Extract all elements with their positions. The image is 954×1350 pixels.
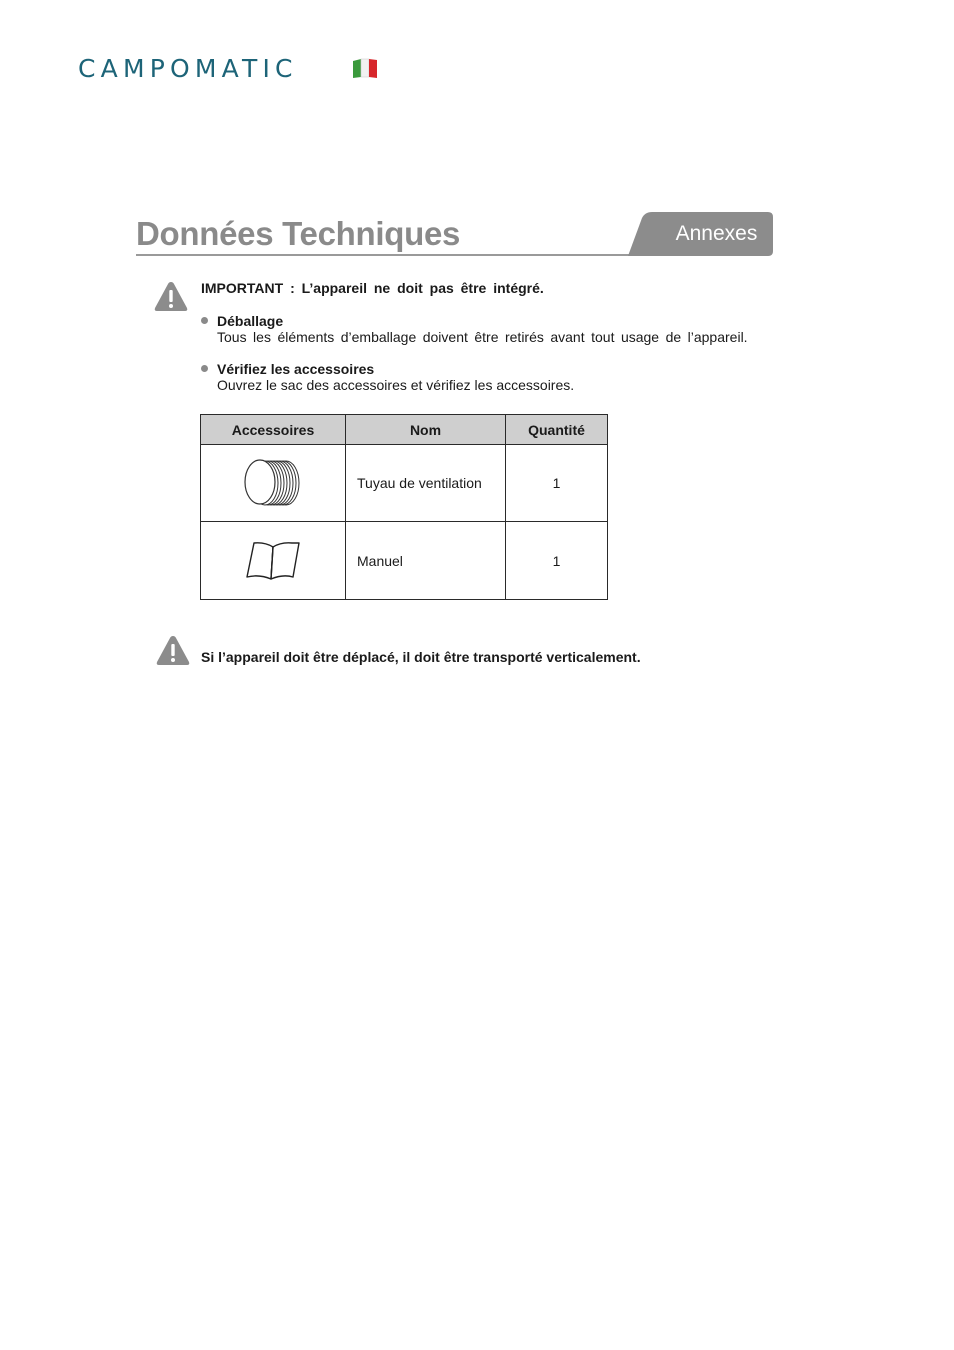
accessory-name: Tuyau de ventilation — [346, 445, 506, 522]
bullet-dot — [201, 365, 208, 372]
logo-text: CAMPOMATIC — [78, 54, 298, 83]
table-row — [201, 522, 608, 600]
section-text-accessories: Ouvrez le sac des accessoires et vérifiez les accessoires. — [217, 377, 575, 393]
important-notice: IMPORTANT : L’appareil ne doit pas être intégré. — [201, 280, 544, 296]
warning-icon — [156, 634, 190, 666]
accessory-quantity: 1 — [506, 522, 608, 600]
italian-flag-icon — [351, 58, 379, 79]
manual-book-icon — [245, 541, 301, 581]
section-title-unpacking: Déballage — [217, 313, 284, 329]
header-accessories: Accessoires — [201, 415, 346, 445]
ventilation-hose-icon — [240, 457, 306, 509]
header-name: Nom — [346, 415, 506, 445]
header-quantity: Quantité — [506, 415, 608, 445]
section-title-accessories: Vérifiez les accessoires — [217, 361, 375, 377]
accessory-quantity: 1 — [506, 445, 608, 522]
warning-icon — [154, 280, 188, 312]
accessory-image-cell — [201, 445, 346, 522]
table-header-row — [201, 415, 608, 445]
accessory-name: Manuel — [346, 522, 506, 600]
section-tab-annexes: Annexes — [675, 222, 758, 245]
accessory-image-cell — [201, 522, 346, 600]
brand-logo — [78, 54, 383, 83]
accessories-table — [200, 414, 608, 600]
bullet-dot — [201, 317, 208, 324]
table-row — [201, 445, 608, 522]
section-text-unpacking: Tous les éléments d’emballage doivent être retirés avant tout usage de l’appareil. — [217, 329, 748, 345]
transport-warning: Si l’appareil doit être déplacé, il doit être transporté verticalement. — [201, 649, 641, 665]
page-title: Données Techniques — [136, 215, 461, 252]
